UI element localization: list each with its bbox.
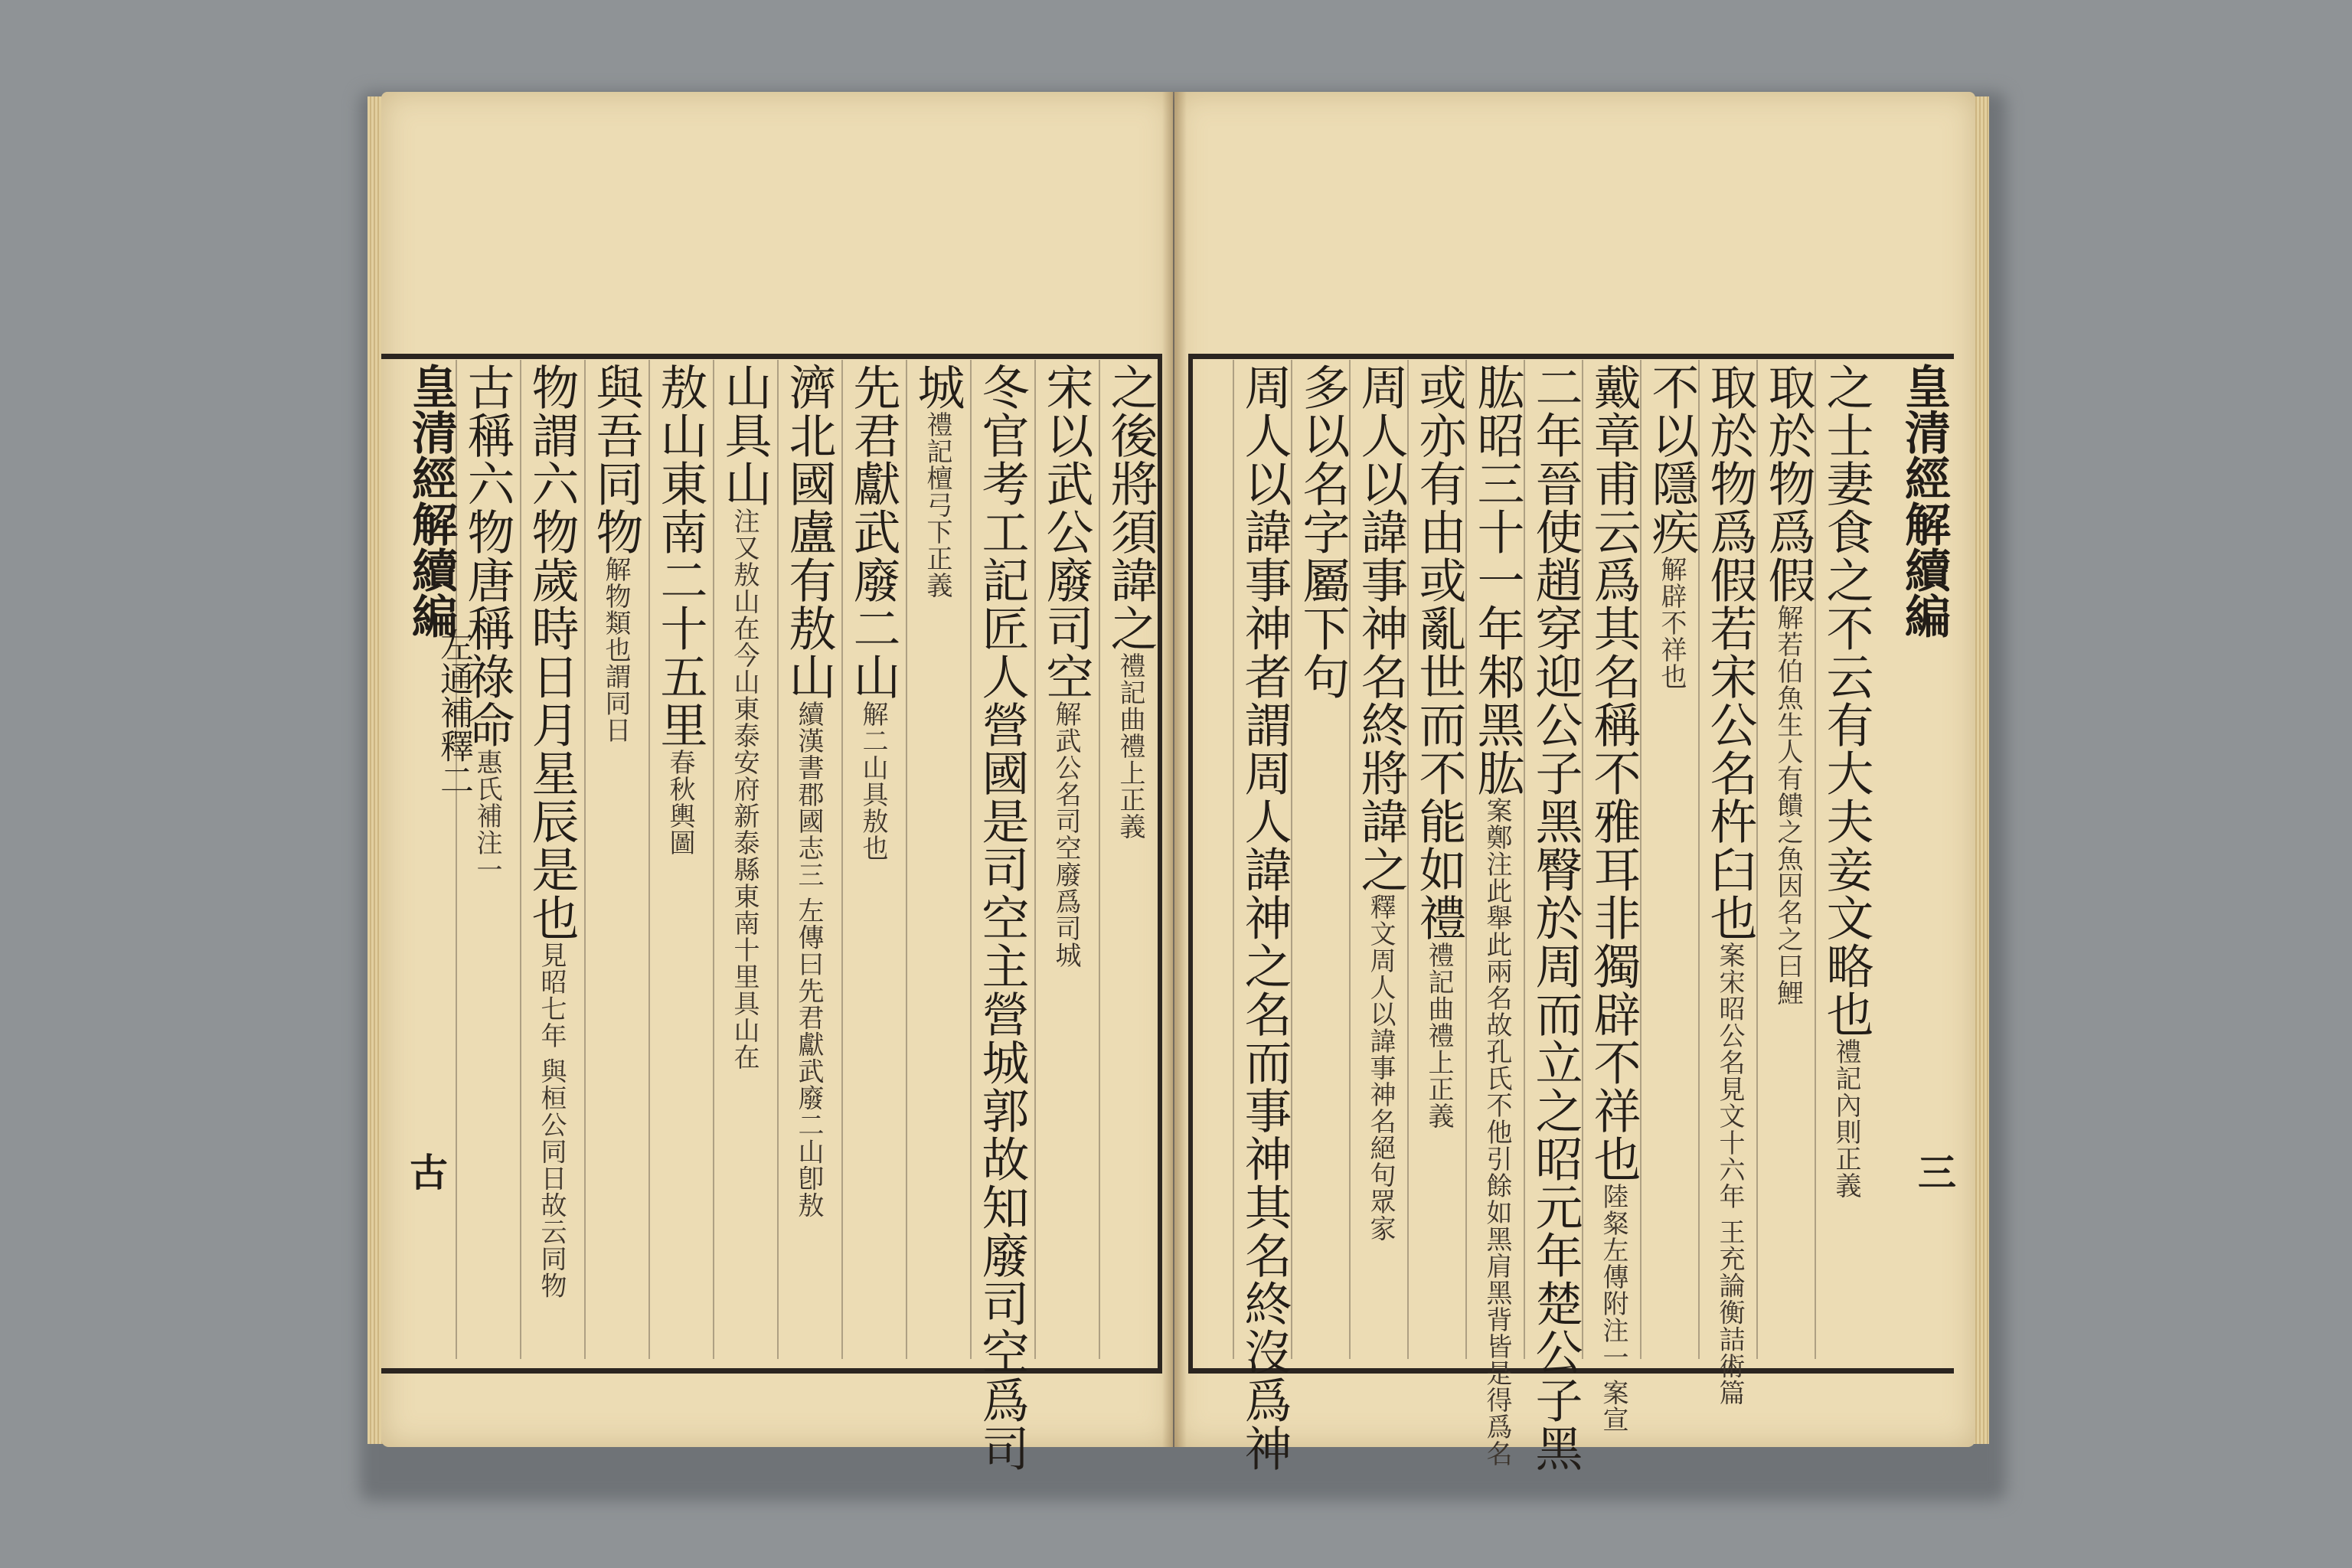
- right-main-text: 肱昭三十一年邾黑肱: [1469, 363, 1525, 797]
- right-text-column: [1353, 363, 1409, 1358]
- left-text-column: [652, 363, 708, 1358]
- left-text-column: [910, 363, 965, 1358]
- right-commentary-text: 案宋昭公名見文十六年 王充論衡詰術篇: [1714, 942, 1745, 1406]
- left-text-column: [845, 363, 901, 1358]
- left-column-rule: [841, 360, 843, 1359]
- left-column-rule: [906, 360, 907, 1359]
- right-main-text: 或亦有由或亂世而不能如禮: [1411, 363, 1467, 942]
- left-main-text: 宋以武公廢司空: [1038, 363, 1094, 701]
- left-main-text: 山具山: [717, 363, 773, 508]
- left-column-rule: [713, 360, 714, 1359]
- left-column-rule: [456, 360, 457, 1359]
- left-column-rule: [520, 360, 521, 1359]
- left-main-text: 古稱六物唐稱祿命: [459, 363, 515, 749]
- right-main-text: 不以隱疾: [1644, 363, 1700, 556]
- left-column-rule: [970, 360, 972, 1359]
- left-column-rule: [1099, 360, 1100, 1359]
- right-main-text: 取於物爲假若宋公名杵臼也: [1702, 363, 1758, 942]
- right-text-column: [1702, 363, 1758, 1406]
- right-main-text: 二年晉使趙穿迎公子黑臀於周而立之昭元年楚公子黑: [1527, 363, 1583, 1472]
- left-column-rule: [1034, 360, 1036, 1359]
- left-section-title: 左通補釋二: [434, 628, 473, 796]
- right-main-text: 戴章甫云爲其名稱不雅耳非獨辟不祥也: [1586, 363, 1642, 1183]
- right-main-text: 取於物爲假: [1760, 363, 1816, 604]
- left-text-column: [717, 363, 773, 1358]
- left-text-column: [459, 363, 515, 1358]
- right-commentary-text: 禮記內則正義: [1831, 1038, 1861, 1199]
- left-commentary-text: 解武公名司空廢爲司城: [1050, 701, 1081, 969]
- left-commentary-text: 春秋輿圖: [665, 749, 695, 856]
- right-commentary-text: 解若伯魚生人有饋之魚因名之曰鯉: [1772, 604, 1803, 1006]
- right-text-column: [1644, 363, 1700, 1358]
- left-column-rule: [648, 360, 650, 1359]
- left-text-column: [1102, 363, 1158, 1358]
- right-main-text: 周人以諱事神名終將諱之: [1353, 363, 1409, 893]
- right-main-text: 多以名字屬下句: [1295, 363, 1351, 701]
- left-commentary-text: 見昭七年 與桓公同日故云同物: [536, 942, 567, 1299]
- right-text-column: [1527, 363, 1583, 1472]
- left-text-column: [524, 363, 580, 1358]
- right-main-text: 周人以諱事神者謂周人諱神之名而事神其名終沒爲神: [1236, 363, 1292, 1472]
- left-text-column: [781, 363, 837, 1358]
- right-text-column: [1236, 363, 1292, 1472]
- left-main-text: 物謂六物歲時日月星辰是也: [524, 363, 580, 942]
- left-main-text: 之後將須諱之: [1102, 363, 1158, 652]
- right-running-title: 皇清經解續編: [1897, 363, 1951, 639]
- left-main-text: 城: [910, 363, 965, 411]
- right-spine-rule: [1188, 354, 1193, 1368]
- right-commentary-text: 陸粲左傳附注一 案宣: [1598, 1183, 1628, 1433]
- left-commentary-text: 禮記曲禮上正義: [1115, 652, 1145, 840]
- left-commentary-text: 禮記檀弓下正義: [922, 411, 952, 599]
- left-commentary-text: 解物類也謂同日: [600, 556, 631, 743]
- left-main-text: 先君獻武廢二山: [845, 363, 901, 701]
- left-main-text: 敖山東南二十五里: [652, 363, 708, 749]
- left-folio: 古: [403, 1152, 449, 1191]
- left-column-rule: [777, 360, 779, 1359]
- right-text-column: [1469, 363, 1525, 1467]
- left-main-text: 濟北國盧有敖山: [781, 363, 837, 701]
- right-commentary-text: 禮記曲禮上正義: [1423, 942, 1454, 1129]
- right-commentary-text: 解辟不祥也: [1656, 556, 1687, 690]
- left-running-title: 皇清經解續編: [404, 363, 458, 639]
- right-folio: 三: [1912, 1152, 1957, 1191]
- right-text-column: [1760, 363, 1816, 1358]
- left-main-text: 冬官考工記匠人營國是司空主營城郭故知廢司空爲司: [974, 363, 1030, 1472]
- right-main-text: 之士妻食之不云有大夫妾文略也: [1818, 363, 1874, 1038]
- left-text-column: [588, 363, 644, 1358]
- left-text-column: [974, 363, 1030, 1472]
- left-text-column: [1038, 363, 1094, 1358]
- right-commentary-text: 案鄭注此舉此兩名故孔氏不他引餘如黑肩黑背皆是得爲名: [1481, 797, 1512, 1467]
- left-main-text: 與吾同物: [588, 363, 644, 556]
- right-text-column: [1586, 363, 1642, 1433]
- right-text-column: [1295, 363, 1351, 1358]
- book-gutter: [1162, 92, 1187, 1447]
- left-column-rule: [584, 360, 586, 1359]
- left-commentary-text: 解二山具敖也: [858, 701, 888, 861]
- right-text-column: [1411, 363, 1467, 1358]
- right-text-column: [1818, 363, 1874, 1358]
- right-commentary-text: 釋文周人以諱事神名絕句眾家: [1365, 893, 1396, 1242]
- left-commentary-text: 惠氏補注一: [472, 749, 502, 883]
- left-commentary-text: 注又敖山在今山東泰安府新泰縣東南十里具山在: [729, 508, 760, 1070]
- left-commentary-text: 續漢書郡國志三 左傳曰先君獻武廢二山卽敖: [793, 701, 824, 1219]
- right-column-rule: [1233, 360, 1234, 1359]
